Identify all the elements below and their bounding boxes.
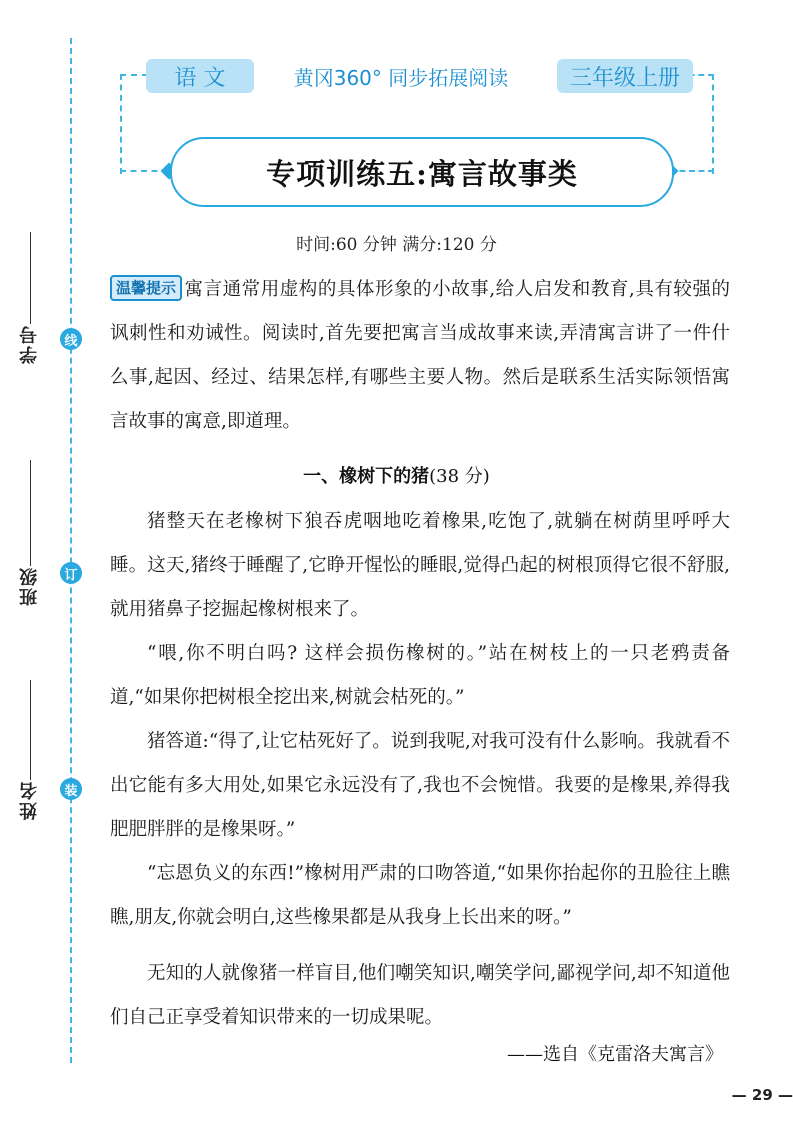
class-label: 班级 (19, 566, 40, 606)
story-paragraph: 猪答道:“得了,让它枯死好了。说到我呢,对我可没有什么影响。我就看不出它能有多大用处,如果它永远没有了,我也不会惋惜。我要的是橡果,养得我肥肥胖胖的是橡果呀。” (110, 731, 730, 840)
binding-dashed-line (70, 38, 72, 1063)
tip-badge: 温馨提示 (110, 275, 182, 301)
name-field (18, 680, 42, 820)
story-paragraph: 无知的人就像猪一样盲目,他们嘲笑知识,嘲笑学问,鄙视学问,却不知道他们自己正享受着知识带来的一切成果呢。 (110, 963, 730, 1028)
binding-mark-bind: 装 (60, 778, 82, 800)
subject-tag: 语 文 (146, 59, 254, 93)
series-title: 黄冈360° 同步拓展阅读 (293, 65, 509, 90)
binding-mark-staple: 订 (60, 562, 82, 584)
story-source: ——选自《克雷洛夫寓言》 (507, 1044, 723, 1065)
section-title: 一、橡树下的猪 (303, 466, 430, 487)
tip-paragraph (110, 268, 730, 444)
story-paragraph: 猪整天在老橡树下狼吞虎咽地吃着橡果,吃饱了,就躺在树荫里呼呼大睡。这天,猪终于睡醒了,它睁开惺忪的睡眼,觉得凸起的树根顶得它很不舒服,就用猪鼻子挖掘起橡树根来了。 (110, 511, 730, 620)
page-number: — 29 — (731, 1086, 793, 1104)
story-paragraph: “喂,你不明白吗? 这样会损伤橡树的。”站在树枝上的一只老鸦责备道,“如果你把树根全挖出来,树就会枯死的。” (110, 643, 730, 708)
grade-tag: 三年级上册 (557, 59, 693, 93)
name-label: 姓名 (19, 780, 40, 820)
section-score: (38 分) (429, 466, 490, 487)
student-id-label: 学号 (19, 324, 40, 364)
exam-meta: 时间:60 分钟 满分:120 分 (296, 235, 497, 255)
section-heading (0, 462, 793, 488)
page-title: 专项训练五:寓言故事类 (266, 156, 578, 191)
tip-text: 寓言通常用虚构的具体形象的小故事,给人启发和教育,具有较强的讽刺性和劝诫性。阅读时,首先要把寓言当成故事来读,弄清寓言讲了一件什么事,起因、经过、结果怎样,有哪些主要人物。然后是联系生活实际领悟寓言故事的寓意,即道理。 (110, 279, 730, 432)
story-paragraph: “忘恩负义的东西!”橡树用严肃的口吻答道,“如果你抬起你的丑脸往上瞧瞧,朋友,你就会明白,这些橡果都是从我身上长出来的呀。” (110, 863, 730, 928)
binding-mark-line: 线 (60, 328, 82, 350)
title-banner (170, 137, 674, 207)
